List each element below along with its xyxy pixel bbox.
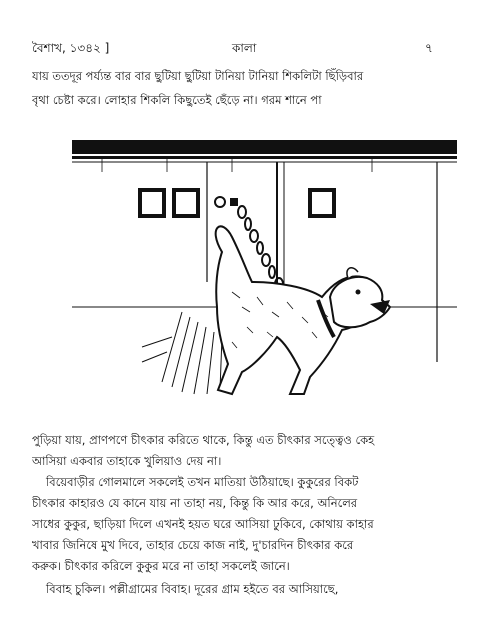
header-date: বৈশাখ, ১৩৪২ ] bbox=[32, 41, 110, 55]
header-title: কালা bbox=[232, 41, 257, 55]
text-line: বৃথা চেষ্টা করে। লোহার শিকলি কিছুতেই ছেঁড়ে না। গরম শানে পা bbox=[32, 93, 322, 107]
dog-eye bbox=[356, 290, 361, 295]
text-line: চীৎকার কাহারও যে কানে যায় না তাহা নয়, কিন্তু কি আর করে, অনিলের bbox=[32, 496, 358, 510]
text-line: খাবার জিনিষে মুখ দিবে, তাহার চেয়ে কাজ নাই, দু'চারদিন চীৎকার করে bbox=[32, 538, 354, 552]
text-line: পুড়িয়া যায়, প্রাণপণে চীৎকার করিতে থাকে, কিন্তু এত চীৎকার সত্ত্বেও কেহ bbox=[32, 433, 375, 447]
wall-top-band bbox=[72, 140, 457, 154]
text-line: যায় ততদূর পর্য্যন্ত বার বার ছুটিয়া ছুটিয়া টানিয়া টানিয়া শিকলিটা ছিঁড়িবার bbox=[32, 69, 364, 83]
text-line: আসিয়া একবার তাহাকে খুলিয়াও দেয় না। bbox=[32, 454, 222, 468]
floor-shadow bbox=[142, 312, 222, 394]
running-header bbox=[0, 40, 478, 58]
page-number: ৭ bbox=[425, 41, 433, 55]
text-line: করুক। চীৎকার করিলে কুকুর মরে না তাহা সকলেই জানে। bbox=[32, 559, 290, 573]
text-line: বিবাহ চুকিল। পল্লীগ্রামের বিবাহ। দূরের গ্রাম হইতে বর আসিয়াছে, bbox=[46, 582, 339, 596]
dog-chained-illustration bbox=[72, 132, 457, 420]
wall-window bbox=[140, 190, 164, 216]
wall-window bbox=[174, 190, 198, 216]
text-line: সাধের কুকুর, ছাড়িয়া দিলে এখনই হয়ত ঘরে আসিয়া ঢুকিবে, কোথায় কাহার bbox=[32, 517, 374, 531]
text-line: বিয়েবাড়ীর গোলমালে সকলেই তখন মাতিয়া উঠিয়াছে। কুকুরের বিকট bbox=[46, 475, 359, 489]
wall-window bbox=[310, 190, 334, 216]
